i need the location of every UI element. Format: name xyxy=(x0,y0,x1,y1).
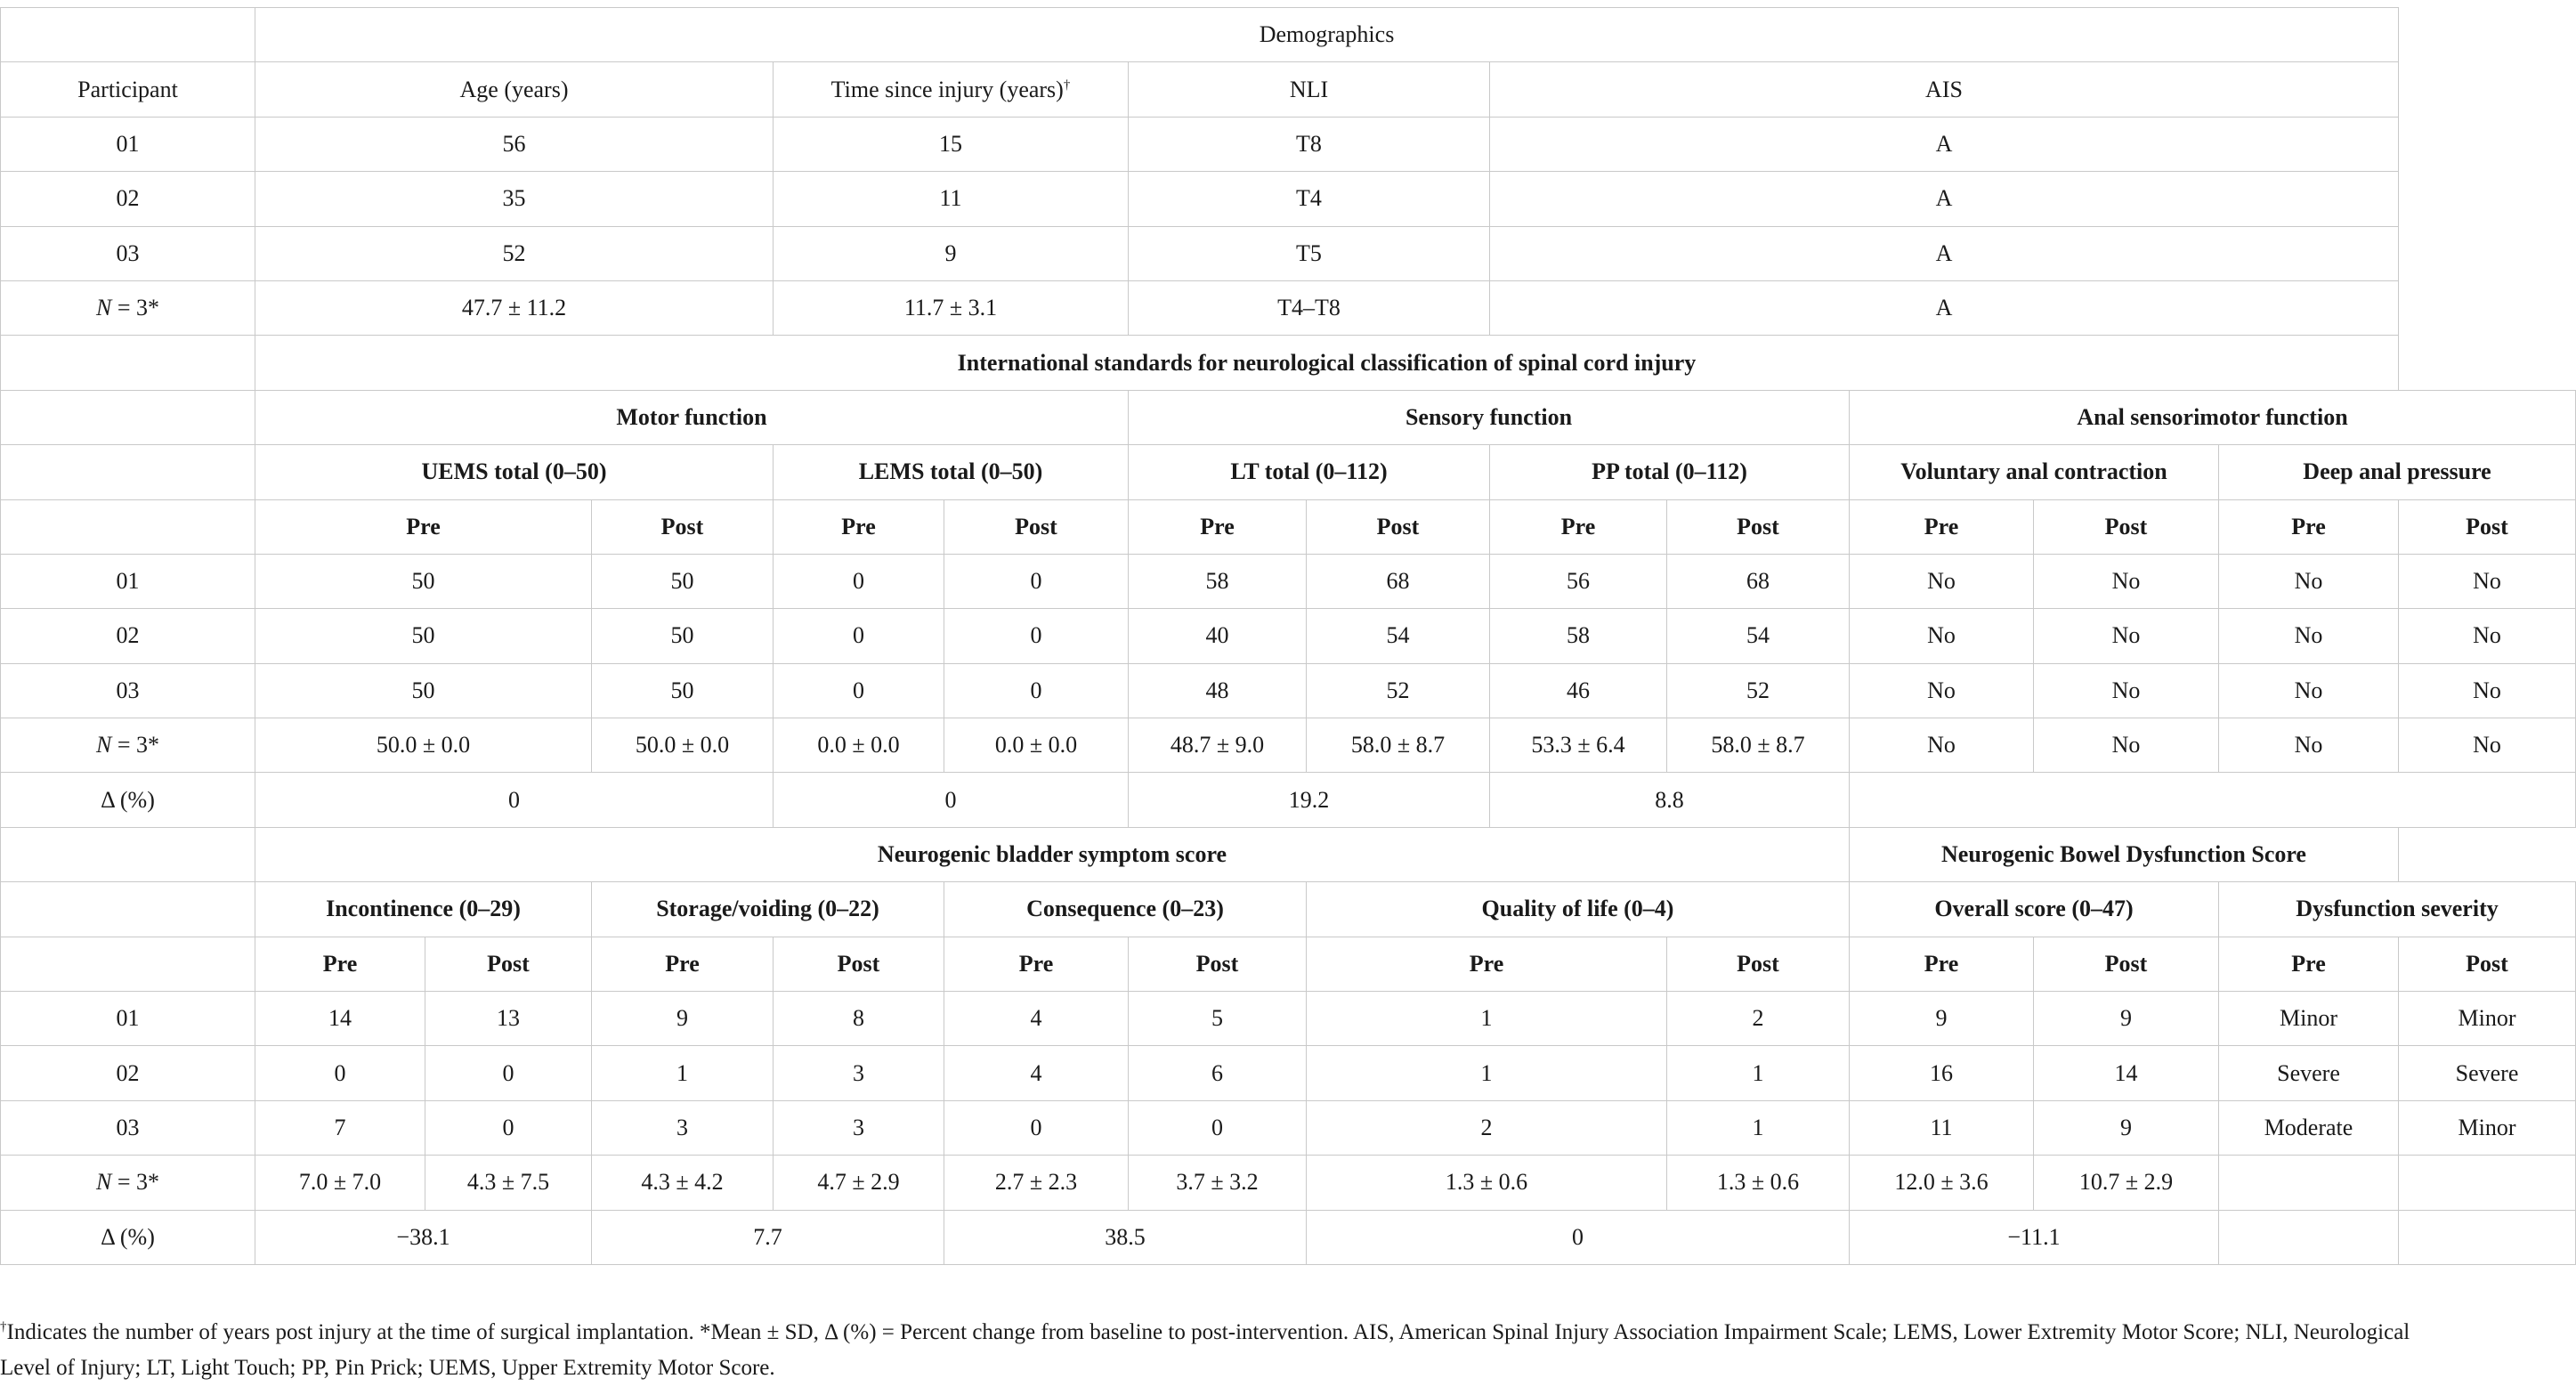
bladder-bowel-delta-row xyxy=(1,1210,2576,1264)
isncsci-row xyxy=(1,554,2576,608)
dagger-mark: † xyxy=(0,1319,7,1334)
pre-header: Pre xyxy=(1129,499,1307,554)
n-label xyxy=(1,1156,255,1210)
empty-cell xyxy=(1,827,255,881)
lems-post: 0 xyxy=(944,554,1129,608)
pp-post-summary: 58.0 ± 8.7 xyxy=(1667,718,1850,773)
bladder-bowel-row xyxy=(1,992,2576,1046)
isncsci-group-row xyxy=(1,390,2576,444)
motor-function-header: Motor function xyxy=(255,390,1129,444)
empty-cell xyxy=(1,882,255,937)
consequence-post: 6 xyxy=(1129,1046,1307,1100)
lt-pre: 58 xyxy=(1129,554,1307,608)
overall-pre: 16 xyxy=(1850,1046,2034,1100)
pp-pre: 58 xyxy=(1490,609,1667,663)
overall-delta: −11.1 xyxy=(1850,1210,2219,1264)
isncsci-prepost-row xyxy=(1,499,2576,554)
storage-pre: 1 xyxy=(592,1046,774,1100)
qol-header: Quality of life (0–4) xyxy=(1307,882,1850,937)
n-count: = 3* xyxy=(111,1169,159,1196)
overall-pre: 11 xyxy=(1850,1100,2034,1155)
severity-pre: Moderate xyxy=(2219,1100,2399,1155)
incontinence-post: 0 xyxy=(425,1100,592,1155)
storage-delta: 7.7 xyxy=(592,1210,944,1264)
severity-post: Severe xyxy=(2399,1046,2576,1100)
vac-post: No xyxy=(2034,609,2219,663)
overall-header: Overall score (0–47) xyxy=(1850,882,2219,937)
empty-cell xyxy=(1,937,255,991)
participant-id: 02 xyxy=(1,1046,255,1100)
pre-header: Pre xyxy=(592,937,774,991)
isncsci-row xyxy=(1,663,2576,718)
age-value: 52 xyxy=(255,226,774,280)
post-header: Post xyxy=(2399,937,2576,991)
dagger-mark: † xyxy=(1063,77,1071,92)
vac-post: No xyxy=(2034,663,2219,718)
severity-post-summary xyxy=(2399,1156,2576,1210)
lt-pre-summary: 48.7 ± 9.0 xyxy=(1129,718,1307,773)
lems-post: 0 xyxy=(944,609,1129,663)
qol-post-summary: 1.3 ± 0.6 xyxy=(1667,1156,1850,1210)
vac-pre: No xyxy=(1850,609,2034,663)
storage-post-summary: 4.7 ± 2.9 xyxy=(774,1156,944,1210)
demographics-row xyxy=(1,117,2576,171)
nli-value: T8 xyxy=(1129,117,1490,171)
participant-id: 02 xyxy=(1,172,255,226)
vac-post: No xyxy=(2034,554,2219,608)
participant-id: 03 xyxy=(1,226,255,280)
post-header: Post xyxy=(1667,499,1850,554)
age-value: 56 xyxy=(255,117,774,171)
overall-pre: 9 xyxy=(1850,992,2034,1046)
pp-pre-summary: 53.3 ± 6.4 xyxy=(1490,718,1667,773)
sensory-function-header: Sensory function xyxy=(1129,390,1850,444)
bladder-bowel-prepost-row xyxy=(1,937,2576,991)
pp-pre: 46 xyxy=(1490,663,1667,718)
age-value: 35 xyxy=(255,172,774,226)
uems-pre-summary: 50.0 ± 0.0 xyxy=(255,718,592,773)
pre-header: Pre xyxy=(1850,499,2034,554)
time-since-injury-header xyxy=(774,62,1129,117)
isncsci-summary-row xyxy=(1,718,2576,773)
ais-summary: A xyxy=(1490,280,2399,335)
time-value: 15 xyxy=(774,117,1129,171)
incontinence-delta: −38.1 xyxy=(255,1210,592,1264)
lt-post: 52 xyxy=(1307,663,1490,718)
pre-header: Pre xyxy=(255,937,425,991)
dap-post: No xyxy=(2399,554,2576,608)
n-symbol: N xyxy=(95,1169,112,1196)
storage-pre: 3 xyxy=(592,1100,774,1155)
pp-header: PP total (0–112) xyxy=(1490,445,1850,499)
isncsci-title: International standards for neurological classification of spinal cord injury xyxy=(255,336,2399,390)
consequence-pre-summary: 2.7 ± 2.3 xyxy=(944,1156,1129,1210)
bladder-bowel-row xyxy=(1,1100,2576,1155)
ais-header: AIS xyxy=(1490,62,2399,117)
dap-pre: No xyxy=(2219,663,2399,718)
time-summary: 11.7 ± 3.1 xyxy=(774,280,1129,335)
time-since-injury-label: Time since injury (years) xyxy=(830,76,1064,102)
lems-pre: 0 xyxy=(774,554,944,608)
participant-id: 01 xyxy=(1,554,255,608)
uems-post: 50 xyxy=(592,663,774,718)
pp-delta: 8.8 xyxy=(1490,773,1850,827)
vac-post-summary: No xyxy=(2034,718,2219,773)
participant-id: 03 xyxy=(1,1100,255,1155)
bladder-bowel-row xyxy=(1,1046,2576,1100)
empty-cell xyxy=(1,336,255,390)
vac-pre: No xyxy=(1850,663,2034,718)
incontinence-header: Incontinence (0–29) xyxy=(255,882,592,937)
storage-header: Storage/voiding (0–22) xyxy=(592,882,944,937)
uems-pre: 50 xyxy=(255,663,592,718)
lt-pre: 48 xyxy=(1129,663,1307,718)
n-symbol: N xyxy=(95,732,112,758)
bowel-title: Neurogenic Bowel Dysfunction Score xyxy=(1850,827,2399,881)
uems-post: 50 xyxy=(592,554,774,608)
anal-function-header: Anal sensorimotor function xyxy=(1850,390,2576,444)
severity-post: Minor xyxy=(2399,992,2576,1046)
qol-post: 1 xyxy=(1667,1100,1850,1155)
qol-post: 1 xyxy=(1667,1046,1850,1100)
demographics-header-row xyxy=(1,62,2576,117)
lt-post: 68 xyxy=(1307,554,1490,608)
overall-post: 9 xyxy=(2034,1100,2219,1155)
lt-pre: 40 xyxy=(1129,609,1307,663)
demographics-title: Demographics xyxy=(255,8,2399,62)
severity-delta-pre-empty xyxy=(2219,1210,2399,1264)
dap-post-summary: No xyxy=(2399,718,2576,773)
delta-label: Δ (%) xyxy=(1,1210,255,1264)
participant-id: 03 xyxy=(1,663,255,718)
empty-cell xyxy=(1,445,255,499)
overall-post: 14 xyxy=(2034,1046,2219,1100)
vac-header: Voluntary anal contraction xyxy=(1850,445,2219,499)
consequence-pre: 0 xyxy=(944,1100,1129,1155)
lems-pre-summary: 0.0 ± 0.0 xyxy=(774,718,944,773)
age-header: Age (years) xyxy=(255,62,774,117)
time-value: 9 xyxy=(774,226,1129,280)
dap-pre: No xyxy=(2219,554,2399,608)
post-header: Post xyxy=(1129,937,1307,991)
isncsci-title-row xyxy=(1,336,2576,390)
pre-header: Pre xyxy=(1307,937,1667,991)
anal-delta-empty xyxy=(1850,773,2576,827)
qol-pre: 1 xyxy=(1307,992,1667,1046)
dap-post: No xyxy=(2399,663,2576,718)
bladder-bowel-summary-row xyxy=(1,1156,2576,1210)
results-table xyxy=(0,7,2576,1265)
incontinence-post-summary: 4.3 ± 7.5 xyxy=(425,1156,592,1210)
participant-id: 01 xyxy=(1,992,255,1046)
nli-value: T4 xyxy=(1129,172,1490,226)
isncsci-subgroup-row xyxy=(1,445,2576,499)
severity-pre-summary xyxy=(2219,1156,2399,1210)
consequence-header: Consequence (0–23) xyxy=(944,882,1307,937)
pre-header: Pre xyxy=(944,937,1129,991)
demographics-summary-row xyxy=(1,280,2576,335)
post-header: Post xyxy=(1667,937,1850,991)
participant-header: Participant xyxy=(1,62,255,117)
storage-post: 3 xyxy=(774,1046,944,1100)
lems-header: LEMS total (0–50) xyxy=(774,445,1129,499)
lt-post-summary: 58.0 ± 8.7 xyxy=(1307,718,1490,773)
lt-delta: 19.2 xyxy=(1129,773,1490,827)
storage-post: 3 xyxy=(774,1100,944,1155)
dap-post: No xyxy=(2399,609,2576,663)
qol-delta: 0 xyxy=(1307,1210,1850,1264)
qol-pre: 1 xyxy=(1307,1046,1667,1100)
post-header: Post xyxy=(944,499,1129,554)
storage-post: 8 xyxy=(774,992,944,1046)
overall-post-summary: 10.7 ± 2.9 xyxy=(2034,1156,2219,1210)
incontinence-post: 13 xyxy=(425,992,592,1046)
post-header: Post xyxy=(2034,937,2219,991)
n-count: = 3* xyxy=(111,732,159,758)
pp-pre: 56 xyxy=(1490,554,1667,608)
severity-header: Dysfunction severity xyxy=(2219,882,2576,937)
storage-pre-summary: 4.3 ± 4.2 xyxy=(592,1156,774,1210)
pre-header: Pre xyxy=(1490,499,1667,554)
severity-pre: Severe xyxy=(2219,1046,2399,1100)
consequence-post-summary: 3.7 ± 3.2 xyxy=(1129,1156,1307,1210)
incontinence-post: 0 xyxy=(425,1046,592,1100)
empty-cell xyxy=(1,390,255,444)
pre-header: Pre xyxy=(2219,499,2399,554)
qol-pre: 2 xyxy=(1307,1100,1667,1155)
consequence-pre: 4 xyxy=(944,992,1129,1046)
uems-pre: 50 xyxy=(255,609,592,663)
pp-post: 68 xyxy=(1667,554,1850,608)
n-label xyxy=(1,718,255,773)
overall-post: 9 xyxy=(2034,992,2219,1046)
footnote-text-1: Indicates the number of years post injury at the time of surgical implantation. *Mean ± SD, Δ (%) = Percent change from baseline to post-intervention. AIS, American Spinal Injury Association Impairment Scale; LEMS, Lower Extremity Motor Score; NLI, Neurological xyxy=(6,1320,2410,1344)
bladder-bowel-title-row xyxy=(1,827,2576,881)
pre-header: Pre xyxy=(1850,937,2034,991)
lems-post-summary: 0.0 ± 0.0 xyxy=(944,718,1129,773)
incontinence-pre: 14 xyxy=(255,992,425,1046)
pp-post: 52 xyxy=(1667,663,1850,718)
nli-summary: T4–T8 xyxy=(1129,280,1490,335)
post-header: Post xyxy=(774,937,944,991)
nli-value: T5 xyxy=(1129,226,1490,280)
uems-post: 50 xyxy=(592,609,774,663)
ais-value: A xyxy=(1490,117,2399,171)
footnote-line-1 xyxy=(0,1315,2576,1350)
lt-header: LT total (0–112) xyxy=(1129,445,1490,499)
demographics-row xyxy=(1,226,2576,280)
consequence-delta: 38.5 xyxy=(944,1210,1307,1264)
table-footnote xyxy=(0,1315,2576,1386)
ais-value: A xyxy=(1490,226,2399,280)
empty-cell xyxy=(1,8,255,62)
n-symbol: N xyxy=(95,295,112,321)
severity-pre: Minor xyxy=(2219,992,2399,1046)
delta-label: Δ (%) xyxy=(1,773,255,827)
severity-post: Minor xyxy=(2399,1100,2576,1155)
post-header: Post xyxy=(592,499,774,554)
uems-post-summary: 50.0 ± 0.0 xyxy=(592,718,774,773)
ais-value: A xyxy=(1490,172,2399,226)
dap-header: Deep anal pressure xyxy=(2219,445,2576,499)
post-header: Post xyxy=(2034,499,2219,554)
pre-header: Pre xyxy=(255,499,592,554)
uems-delta: 0 xyxy=(255,773,774,827)
pp-post: 54 xyxy=(1667,609,1850,663)
consequence-post: 0 xyxy=(1129,1100,1307,1155)
n-label xyxy=(1,280,255,335)
consequence-pre: 4 xyxy=(944,1046,1129,1100)
uems-pre: 50 xyxy=(255,554,592,608)
age-summary: 47.7 ± 11.2 xyxy=(255,280,774,335)
lems-pre: 0 xyxy=(774,609,944,663)
incontinence-pre-summary: 7.0 ± 7.0 xyxy=(255,1156,425,1210)
nli-header: NLI xyxy=(1129,62,1490,117)
severity-delta-post-empty xyxy=(2399,1210,2576,1264)
vac-pre: No xyxy=(1850,554,2034,608)
lems-post: 0 xyxy=(944,663,1129,718)
post-header: Post xyxy=(2399,499,2576,554)
bladder-title: Neurogenic bladder symptom score xyxy=(255,827,1850,881)
consequence-post: 5 xyxy=(1129,992,1307,1046)
uems-header: UEMS total (0–50) xyxy=(255,445,774,499)
incontinence-pre: 0 xyxy=(255,1046,425,1100)
vac-pre-summary: No xyxy=(1850,718,2034,773)
empty-cell xyxy=(1,499,255,554)
footnote-line-2: Level of Injury; LT, Light Touch; PP, Pin Prick; UEMS, Upper Extremity Motor Score. xyxy=(0,1356,775,1380)
time-value: 11 xyxy=(774,172,1129,226)
lems-pre: 0 xyxy=(774,663,944,718)
participant-id: 02 xyxy=(1,609,255,663)
storage-pre: 9 xyxy=(592,992,774,1046)
incontinence-pre: 7 xyxy=(255,1100,425,1155)
dap-pre: No xyxy=(2219,609,2399,663)
isncsci-delta-row xyxy=(1,773,2576,827)
post-header: Post xyxy=(425,937,592,991)
qol-pre-summary: 1.3 ± 0.6 xyxy=(1307,1156,1667,1210)
bladder-bowel-subgroup-row xyxy=(1,882,2576,937)
qol-post: 2 xyxy=(1667,992,1850,1046)
isncsci-row xyxy=(1,609,2576,663)
dap-pre-summary: No xyxy=(2219,718,2399,773)
demographics-row xyxy=(1,172,2576,226)
lems-delta: 0 xyxy=(774,773,1129,827)
n-count: = 3* xyxy=(111,295,159,321)
participant-id: 01 xyxy=(1,117,255,171)
overall-pre-summary: 12.0 ± 3.6 xyxy=(1850,1156,2034,1210)
post-header: Post xyxy=(1307,499,1490,554)
demographics-title-row xyxy=(1,8,2576,62)
lt-post: 54 xyxy=(1307,609,1490,663)
pre-header: Pre xyxy=(774,499,944,554)
pre-header: Pre xyxy=(2219,937,2399,991)
